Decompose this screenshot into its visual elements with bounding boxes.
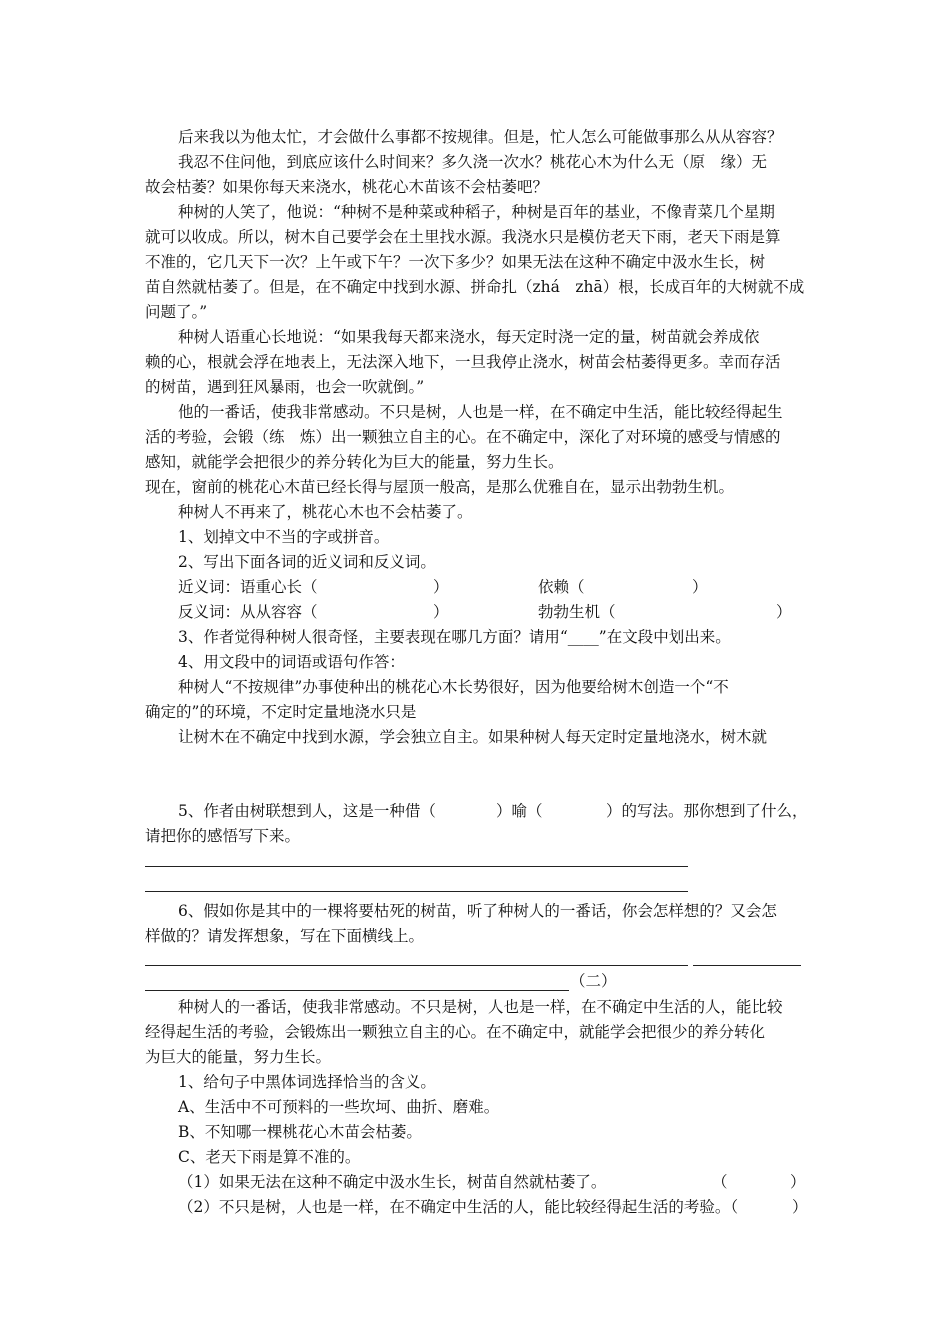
s2-item-1-close: ） <box>790 1173 806 1191</box>
synonym-label: 近义词：语重心长（ <box>178 578 318 596</box>
passage-line: 问题了。” <box>145 303 208 321</box>
answer-line <box>145 965 688 966</box>
synonym2-close: ） <box>692 578 708 596</box>
antonym-close: ） <box>433 603 449 621</box>
question-1: 1、划掉文中不当的字或拼音。 <box>178 528 390 546</box>
s2-item-2-close: ） <box>792 1198 808 1216</box>
answer-line <box>693 965 801 966</box>
passage-line: 后来我以为他太忙，才会做什么事都不按规律。但是，忙人怎么可能做事那么从从容容？ <box>178 128 783 146</box>
s2-item-1: （1）如果无法在这种不确定中汲水生长，树苗自然就枯萎了。 <box>178 1173 607 1191</box>
question-5-part: ）的写法。那你想到了什么， <box>606 802 808 820</box>
answer-line <box>145 866 688 867</box>
antonym2-close: ） <box>776 603 792 621</box>
option-c: C、老天下雨是算不准的。 <box>178 1148 361 1166</box>
question-6: 6、假如你是其中的一棵将要枯死的树苗，听了种树人的一番话，你会怎样想的？又会怎 <box>178 902 777 920</box>
passage-line: 感知，就能学会把很少的养分转化为巨大的能量，努力生长。 <box>145 453 564 471</box>
passage-line: 就可以收成。所以，树木自己要学会在土里找水源。我浇水只是模仿老天下雨，老天下雨是算 <box>145 228 781 246</box>
question-4-line: 确定的”的环境，不定时定量地浇水只是 <box>145 703 417 721</box>
question-4-line: 让树木在不确定中找到水源，学会独立自主。如果种树人每天定时定量地浇水，树木就 <box>178 728 768 746</box>
passage-line: 现在，窗前的桃花心木苗已经长得与屋顶一般高，是那么优雅自在，显示出勃勃生机。 <box>145 478 735 496</box>
passage-line: 种树人不再来了，桃花心木也不会枯萎了。 <box>178 503 473 521</box>
answer-line <box>145 891 688 892</box>
question-5-line: 请把你的感悟写下来。 <box>145 827 301 845</box>
s2-item-1-open: （ <box>712 1173 728 1191</box>
antonym2-label: 勃勃生机（ <box>538 603 616 621</box>
question-2: 2、写出下面各词的近义词和反义词。 <box>178 553 436 571</box>
synonym-close: ） <box>433 578 449 596</box>
question-4: 4、用文段中的词语或语句作答： <box>178 653 405 671</box>
passage2-line: 种树人的一番话，使我非常感动。不只是树，人也是一样，在不确定中生活的人，能比较 <box>178 998 783 1016</box>
option-a: A、生活中不可预料的一些坎坷、曲折、磨难。 <box>178 1098 500 1116</box>
passage-line: 我忍不住问他，到底应该什么时间来？多久浇一次水？桃花心木为什么无（原 缘）无 <box>178 153 768 171</box>
s2-item-2: （2）不只是树，人也是一样，在不确定中生活的人，能比较经得起生活的考验。（ <box>178 1198 739 1216</box>
passage2-line: 经得起生活的考验，会锻炼出一颗独立自主的心。在不确定中，就能学会把很少的养分转化 <box>145 1023 766 1041</box>
passage-line: 故会枯萎？如果你每天来浇水，桃花心木苗该不会枯萎吧？ <box>145 178 549 196</box>
option-b: B、不知哪一棵桃花心木苗会枯萎。 <box>178 1123 422 1141</box>
answer-line <box>145 990 569 991</box>
passage-line: 他的一番话，使我非常感动。不只是树，人也是一样，在不确定中生活，能比较经得起生 <box>178 403 783 421</box>
question-4-line: 种树人“不按规律”办事使种出的桃花心木长势很好，因为他要给树木创造一个“不 <box>178 678 729 696</box>
section-2-heading: （二） <box>570 972 617 990</box>
passage-line: 苗自然就枯萎了。但是，在不确定中找到水源、拼命扎（zhá zhā）根，长成百年的大树就不成 <box>145 278 805 296</box>
passage-line: 活的考验，会锻（练 炼）出一颗独立自主的心。在不确定中，深化了对环境的感受与情感的 <box>145 428 781 446</box>
passage-line: 种树的人笑了，他说：“种树不是种菜或种稻子，种树是百年的基业，不像青菜几个星期 <box>178 203 775 221</box>
passage2-line: 为巨大的能量，努力生长。 <box>145 1048 332 1066</box>
question-3: 3、作者觉得种树人很奇怪，主要表现在哪几方面？请用“____”在文段中划出来。 <box>178 628 731 646</box>
synonym2-label: 依赖（ <box>538 578 585 596</box>
passage-line: 的树苗，遇到狂风暴雨，也会一吹就倒。” <box>145 378 425 396</box>
question-6-line: 样做的？请发挥想象，写在下面横线上。 <box>145 927 425 945</box>
question-5-part: 5、作者由树联想到人，这是一种借（ <box>178 802 436 820</box>
antonym-label: 反义词：从从容容（ <box>178 603 318 621</box>
question-5-part: ）喻（ <box>496 802 543 820</box>
passage-line: 赖的心，根就会浮在地表上，无法深入地下，一旦我停止浇水，树苗会枯萎得更多。幸而存活 <box>145 353 781 371</box>
passage-line: 种树人语重心长地说：“如果我每天都来浇水，每天定时浇一定的量，树苗就会养成依 <box>178 328 760 346</box>
s2-question-1: 1、给句子中黑体词选择恰当的含义。 <box>178 1073 436 1091</box>
passage-line: 不准的，它几天下一次？上午或下午？一次下多少？如果无法在这种不确定中汲水生长，树 <box>145 253 766 271</box>
